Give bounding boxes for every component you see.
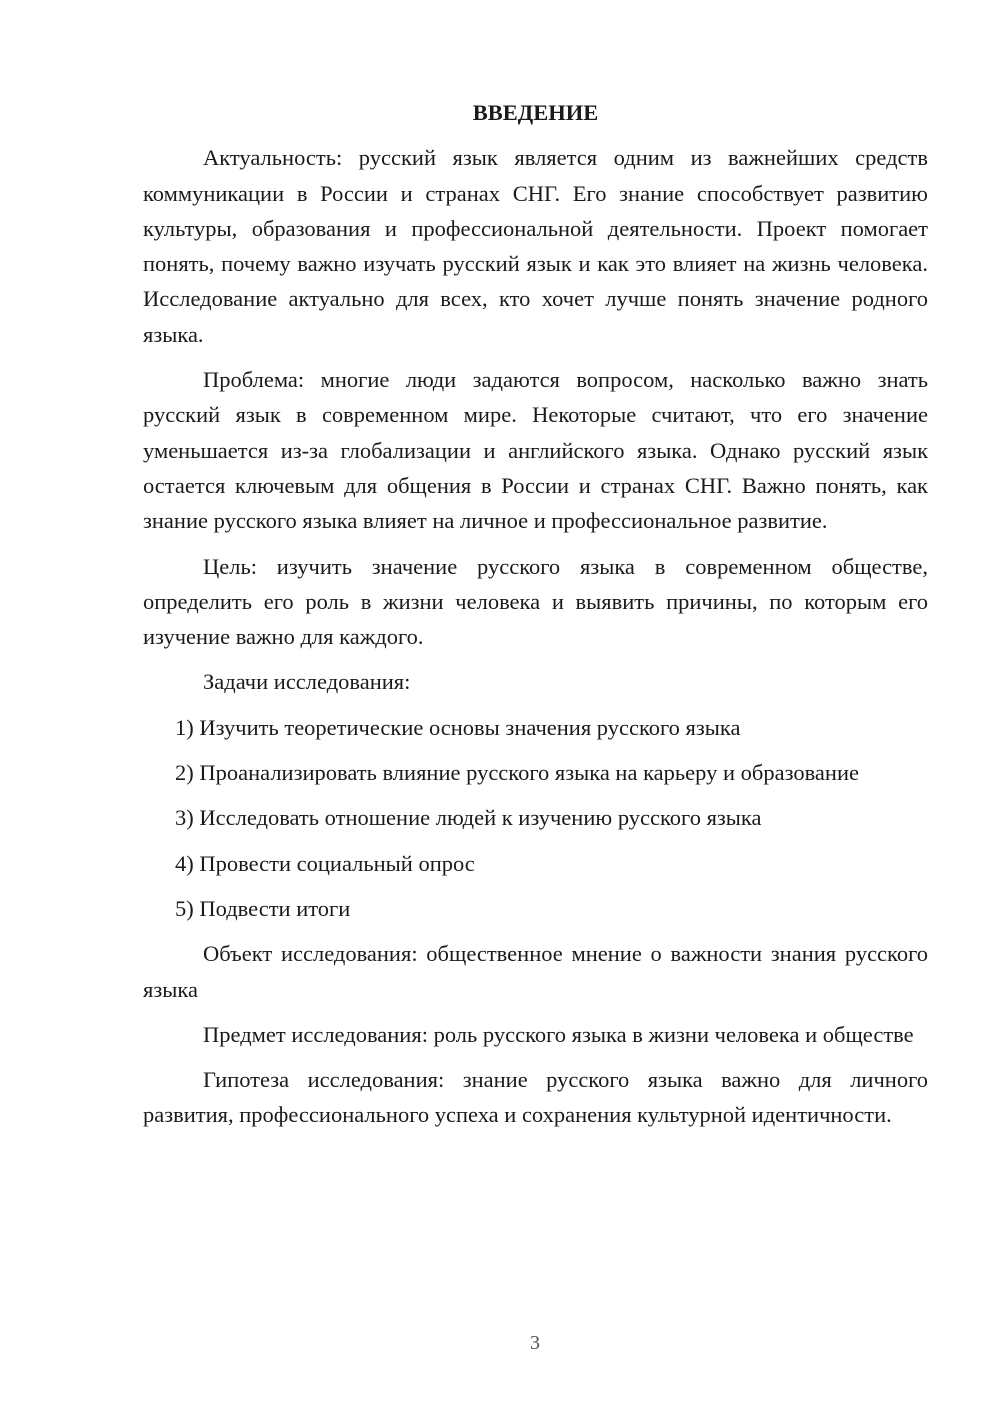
task-item: 3) Исследовать отношение людей к изучению русского языка bbox=[175, 805, 762, 831]
task-item: 5) Подвести итоги bbox=[175, 895, 351, 921]
paragraph-relevance: Актуальность: русский язык является одним из важнейших средств коммуникации в России и странах СНГ. Его знание способствует развитию культуры, образования и профессиональной деятельности. Проект помогает понять, почему важно изучать русский язык и как это влияет на жизнь человека. Исследование актуально для всех, кто хочет лучше понять значение родного языка. bbox=[143, 145, 928, 347]
task-item: 2) Проанализировать влияние русского языка на карьеру и образование bbox=[175, 760, 859, 786]
task-item: 1) Изучить теоретические основы значения русского языка bbox=[175, 714, 741, 740]
paragraph-hypothesis: Гипотеза исследования: знание русского языка важно для личного развития, профессионального успеха и сохранения культурной идентичности. bbox=[143, 1067, 928, 1128]
tasks-heading: Задачи исследования: bbox=[203, 669, 411, 695]
page-number: 3 bbox=[530, 1332, 540, 1354]
page-content bbox=[143, 95, 928, 1143]
paragraph-goal: Цель: изучить значение русского языка в современном обществе, определить его роль в жизни человека и выявить причины, по которым его изучение важно для каждого. bbox=[143, 553, 928, 650]
paragraph-problem: Проблема: многие люди задаются вопросом, насколько важно знать русский язык в современном мире. Некоторые считают, что его значение уменьшается из-за глобализации и английского языка. Однако русский язык остается ключевым для общения в России и странах СНГ. Важно понять, как знание русского языка влияет на личное и профессиональное развитие. bbox=[143, 367, 928, 534]
task-item: 4) Провести социальный опрос bbox=[175, 850, 475, 876]
page-title: ВВЕДЕНИЕ bbox=[472, 100, 599, 125]
paragraph-object: Объект исследования: общественное мнение о важности знания русского языка bbox=[143, 941, 928, 1002]
paragraph-subject: Предмет исследования: роль русского языка в жизни человека и обществе bbox=[203, 1021, 914, 1047]
